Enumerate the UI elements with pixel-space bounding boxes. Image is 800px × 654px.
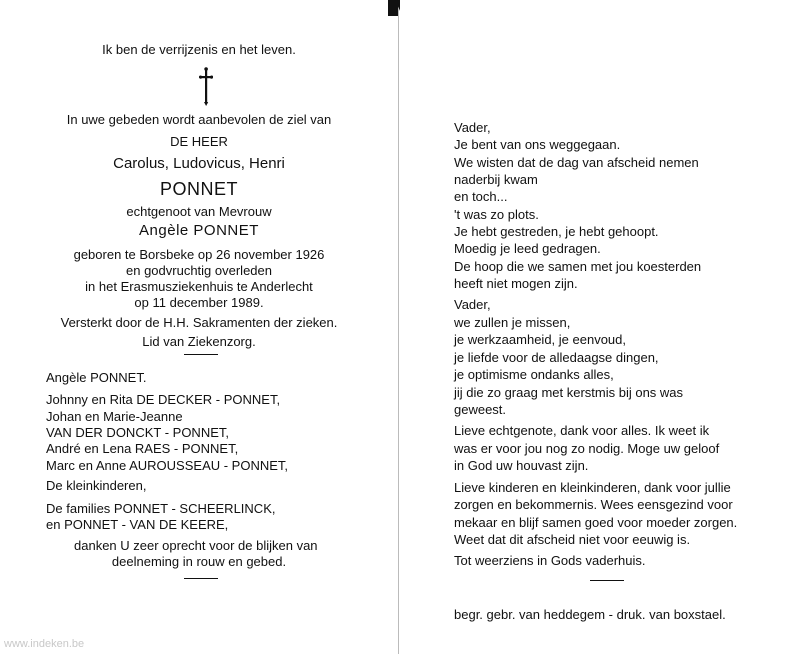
- poem-line: Je hebt gestreden, je hebt gehoopt.: [454, 224, 659, 239]
- poem-line: Lieve echtgenote, dank voor alles. Ik weet ik: [454, 423, 710, 438]
- member-line: Lid van Ziekenzorg.: [142, 334, 256, 349]
- family-line: en PONNET - VAN DE KEERE,: [46, 517, 229, 532]
- died-line-1: en godvruchtig overleden: [126, 263, 272, 278]
- poem-line: Vader,: [454, 120, 491, 135]
- family-line: André en Lena RAES - PONNET,: [46, 441, 239, 456]
- commend-line: In uwe gebeden wordt aanbevolen de ziel van: [66, 112, 332, 127]
- title: DE HEER: [170, 134, 228, 149]
- died-line-3: op 11 december 1989.: [134, 295, 264, 310]
- born-line: geboren te Borsbeke op 26 november 1926: [73, 247, 325, 262]
- given-names: Carolus, Ludovicus, Henri: [113, 155, 285, 172]
- poem-line: Moedig je leed gedragen.: [454, 241, 601, 256]
- poem-line: in God uw houvast zijn.: [454, 458, 589, 473]
- spouse-intro: echtgenoot van Mevrouw: [126, 204, 272, 219]
- thanks-line-2: deelneming in rouw en gebed.: [111, 554, 287, 569]
- spouse-name: Angèle PONNET: [139, 222, 259, 239]
- poem-line: Vader,: [454, 297, 491, 312]
- poem-line: we zullen je missen,: [454, 315, 571, 330]
- divider: [184, 578, 218, 579]
- poem-line: Lieve kinderen en kleinkinderen, dank voor jullie: [454, 480, 731, 495]
- poem-line: heeft niet mogen zijn.: [454, 276, 578, 291]
- sacraments-line: Versterkt door de H.H. Sakramenten der zieken.: [60, 315, 338, 330]
- poem-line: en toch...: [454, 189, 508, 204]
- poem-line: De hoop die we samen met jou koesterden: [454, 259, 702, 274]
- divider: [184, 354, 218, 355]
- poem-line: je liefde voor de alledaagse dingen,: [454, 350, 659, 365]
- family-line: VAN DER DONCKT - PONNET,: [46, 425, 229, 440]
- right-panel: [400, 0, 800, 654]
- divider: [590, 580, 624, 581]
- printer-line: begr. gebr. van heddegem - druk. van boxstael.: [454, 607, 726, 622]
- surname: PONNET: [159, 179, 238, 199]
- poem-line: Je bent van ons weggegaan.: [454, 137, 621, 152]
- poem-line: zorgen en bekommernis. Wees eensgezind voor: [454, 497, 733, 512]
- died-line-2: in het Erasmusziekenhuis te Anderlecht: [85, 279, 313, 294]
- poem-line: jij die zo graag met kerstmis bij ons was: [454, 385, 684, 400]
- cross-icon: [199, 66, 213, 106]
- family-line: Johan en Marie-Jeanne: [46, 409, 183, 424]
- poem-line: je optimisme ondanks alles,: [454, 367, 614, 382]
- poem-line: 't was zo plots.: [454, 207, 539, 222]
- poem-line: Weet dat dit afscheid niet voor eeuwig is.: [454, 532, 691, 547]
- poem-line: je werkzaamheid, je eenvoud,: [454, 332, 626, 347]
- family-line: Marc en Anne AUROUSSEAU - PONNET,: [46, 458, 289, 473]
- watermark: www.indeken.be: [4, 638, 85, 650]
- motto: Ik ben de verrijzenis en het leven.: [102, 42, 296, 57]
- family-line: De kleinkinderen,: [46, 478, 147, 493]
- poem-line: was er voor jou nog zo nodig. Moge uw geloof: [454, 441, 720, 456]
- poem-line: Tot weerziens in Gods vaderhuis.: [454, 553, 646, 568]
- poem-line: geweest.: [454, 402, 507, 417]
- left-panel: [0, 0, 399, 654]
- thanks-line-1: danken U zeer oprecht voor de blijken van: [74, 538, 318, 553]
- poem-line: mekaar en blijf samen goed voor moeder zorgen.: [454, 515, 738, 530]
- poem-line: naderbij kwam: [454, 172, 538, 187]
- family-line: Angèle PONNET.: [46, 370, 147, 385]
- family-line: Johnny en Rita DE DECKER - PONNET,: [46, 392, 281, 407]
- poem-line: We wisten dat de dag van afscheid nemen: [454, 155, 699, 170]
- family-line: De families PONNET - SCHEERLINCK,: [46, 501, 276, 516]
